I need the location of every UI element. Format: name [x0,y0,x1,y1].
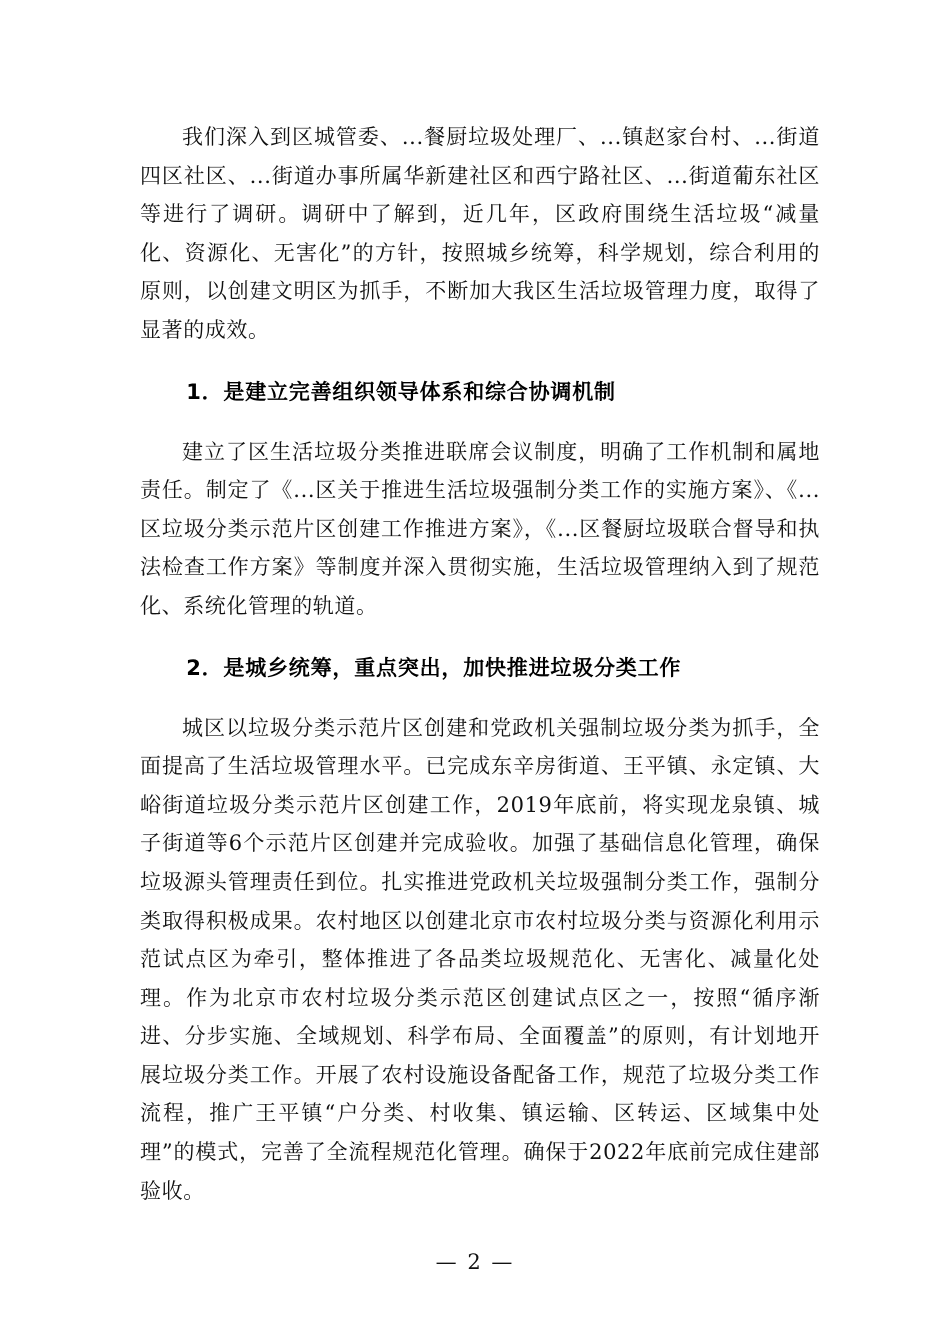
spacer [140,687,820,709]
intro-paragraph: 我们深入到区城管委、...餐厨垃圾处理厂、...镇赵家台村、...街道四区社区、...街道办事所属华新建社区和西宁路社区、...街道葡东社区等进行了调研。调研中了解到，近几年，区政府围绕生活垃圾“减量化、资源化、无害化”的方针，按照城乡统筹，科学规划，综合利用的原则，以创建文明区为抓手，不断加大我区生活垃圾管理力度，取得了显著的成效。 [140,125,820,342]
document-body [140,118,820,1210]
section-2-paragraph: 城区以垃圾分类示范片区创建和党政机关强制垃圾分类为抓手，全面提高了生活垃圾管理水平。已完成东辛房街道、王平镇、永定镇、大峪街道垃圾分类示范片区创建工作，2019年底前，将实现龙泉镇、城子街道等6个示范片区创建并完成验收。加强了基础信息化管理，确保垃圾源头管理责任到位。扎实推进党政机关垃圾强制分类工作，强制分类取得积极成果。农村地区以创建北京市农村垃圾分类与资源化利用示范试点区为牵引，整体推进了各品类垃圾规范化、无害化、减量化处理。作为北京市农村垃圾分类示范区创建试点区之一，按照“循序渐进、分步实施、全域规划、科学布局、全面覆盖”的原则，有计划地开展垃圾分类工作。开展了农村设施设备配备工作，规范了垃圾分类工作流程，推广王平镇“户分类、村收集、镇运输、区转运、区域集中处理”的模式，完善了全流程规范化管理。确保于2022年底前完成住建部验收。 [140,715,820,1203]
spacer [140,411,820,433]
spacer [140,626,820,649]
section-1-paragraph: 建立了区生活垃圾分类推进联席会议制度，明确了工作机制和属地责任。制定了《...区关于推进生活垃圾强制分类工作的实施方案》、《...区垃圾分类示范片区创建工作推进方案》，《...区餐厨垃圾联合督导和执法检查工作方案》等制度并深入贯彻实施，生活垃圾管理纳入到了规范化、系统化管理的轨道。 [140,439,820,618]
section-heading-2: 2．是城乡统筹，重点突出，加快推进垃圾分类工作 [186,655,682,680]
page-number: — 2 — [435,1250,515,1274]
spacer [140,350,820,373]
section-heading-1: 1．是建立完善组织领导体系和综合协调机制 [186,379,616,404]
